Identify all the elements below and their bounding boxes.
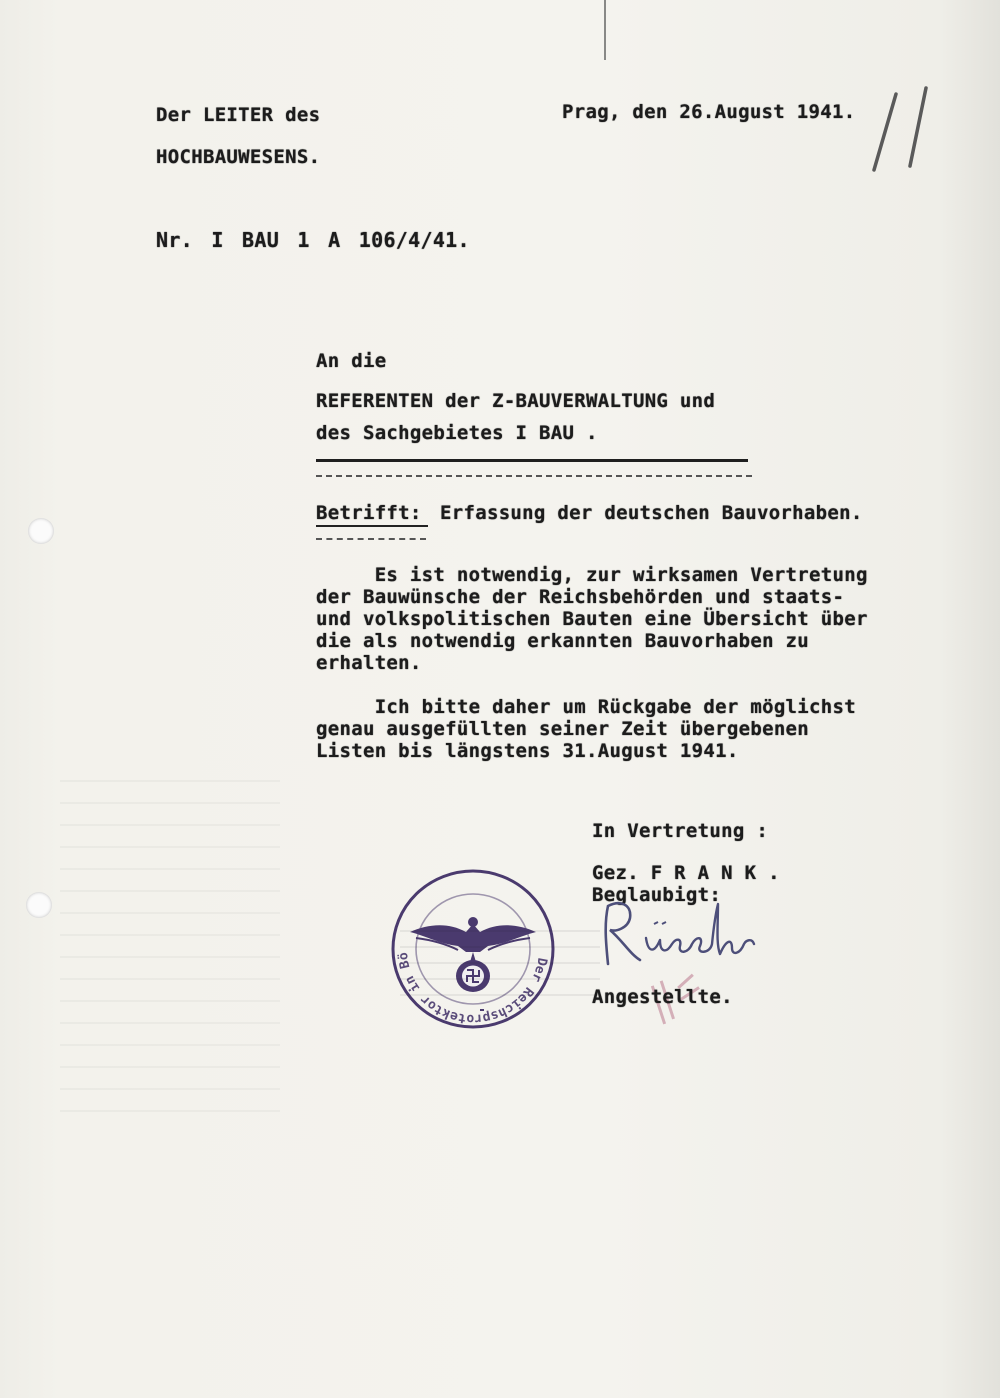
- handwritten-signature: [596, 894, 766, 978]
- subject-dashes: [316, 538, 426, 540]
- separator-rule: [316, 459, 748, 462]
- show-through-text-left: [60, 780, 280, 1120]
- body-para1-line1: Es ist notwendig, zur wirksamen Vertretung: [316, 564, 868, 586]
- fold-mark: [604, 0, 606, 60]
- sender-line-1: Der LEITER des: [156, 104, 321, 126]
- body-para1-line4: die als notwendig erkannten Bauvorhaben zu: [316, 630, 810, 652]
- page-mark: [866, 84, 936, 180]
- body-para1-line5: erhalten.: [316, 652, 422, 674]
- show-through-text: [400, 930, 600, 1000]
- subject-label: Betrifft:: [316, 502, 422, 524]
- recipient-line-3: des Sachgebietes I BAU .: [316, 422, 598, 444]
- signature-line-4: Angestellte.: [592, 986, 733, 1008]
- body-para2-line3: Listen bis längstens 31.August 1941.: [316, 740, 739, 762]
- signature-line-3: Beglaubigt:: [592, 884, 722, 906]
- recipient-line-2: REFERENTEN der Z-BAUVERWALTUNG und: [316, 390, 716, 412]
- punch-hole-bottom: [26, 892, 52, 918]
- subject-text: Erfassung der deutschen Bauvorhaben.: [440, 502, 863, 524]
- svg-text:Der Reichsprotektor in Böhmen: Der Reichsprotektor in Bö: [396, 951, 550, 1027]
- reference-number: Nr. I BAU 1 A 106/4/41.: [156, 228, 470, 252]
- separator-dashes: [316, 475, 752, 477]
- body-para2-line2: genau ausgefüllten seiner Zeit übergebenen: [316, 718, 810, 740]
- signature-line-1: In Vertretung :: [592, 820, 769, 842]
- body-para2-line1: Ich bitte daher um Rückgabe der möglichst: [316, 696, 856, 718]
- punch-hole-top: [28, 518, 54, 544]
- sender-line-2: HOCHBAUWESENS.: [156, 146, 321, 168]
- subject-underline: [316, 525, 428, 527]
- place-date: Prag, den 26.August 1941.: [562, 101, 856, 123]
- recipient-line-1: An die: [316, 350, 387, 372]
- body-para1-line3: und volkspolitischen Bauten eine Übersicht über: [316, 608, 868, 630]
- signature-line-2: Gez. F R A N K .: [592, 862, 780, 884]
- body-para1-line2: der Bauwünsche der Reichsbehörden und staats-: [316, 586, 845, 608]
